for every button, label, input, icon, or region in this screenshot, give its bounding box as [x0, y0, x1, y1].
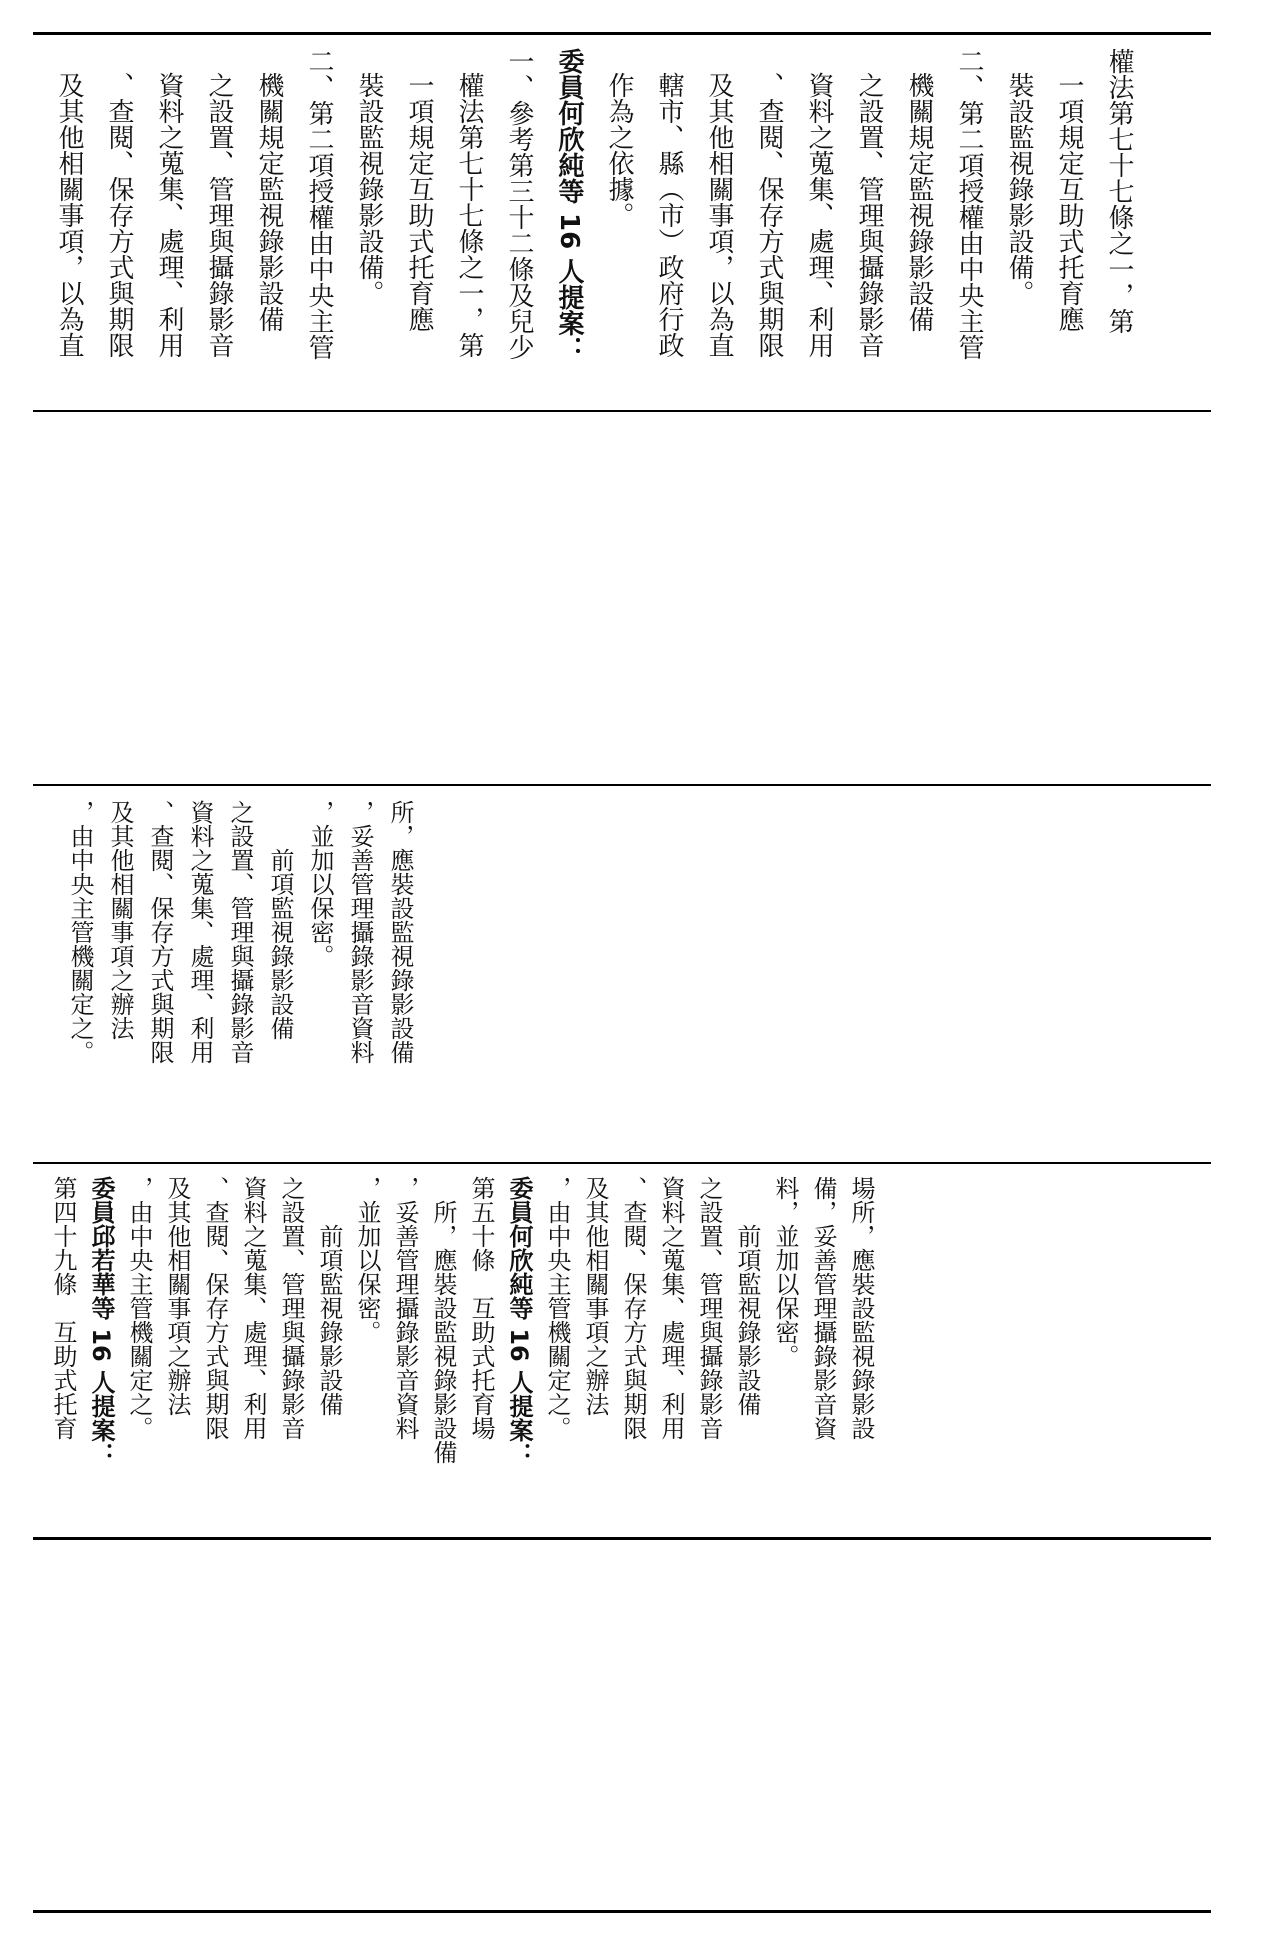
provision-text-block — [60, 800, 420, 1100]
top-rule — [33, 32, 1211, 35]
text-line: 一、參考第三十二條及兒少 — [504, 48, 534, 360]
text-line: 之設置、管理與攝錄影音 — [277, 1176, 305, 1440]
text-line: 之設置、管理與攝錄影音 — [854, 72, 884, 358]
text-line: 備，妥善管理攝錄影音資 — [809, 1176, 837, 1440]
section-rule — [33, 1537, 1211, 1540]
explanation-block — [44, 48, 1144, 368]
provision-text-block — [44, 1176, 880, 1506]
text-line: 所，應裝設監視錄影設備 — [386, 800, 414, 1064]
text-line: 及其他相關事項之辦法 — [163, 1176, 191, 1416]
text-line: ，妥善管理攝錄影音資料 — [391, 1176, 419, 1440]
text-line: 所，應裝設監視錄影設備 — [429, 1200, 457, 1464]
text-line: 、查閱、保存方式與期限 — [201, 1176, 229, 1440]
text-line: 之設置、管理與攝錄影音 — [695, 1176, 723, 1440]
section-rule — [33, 410, 1211, 412]
text-line: 及其他相關事項，以為直 — [704, 72, 734, 358]
text-line: ，並加以保密。 — [353, 1176, 381, 1344]
text-line: 及其他相關事項之辦法 — [581, 1176, 609, 1416]
text-line: ，妥善管理攝錄影音資料 — [346, 800, 374, 1064]
text-line: 機關規定監視錄影設備 — [254, 72, 284, 332]
text-line: ，由中央主管機關定之。 — [125, 1176, 153, 1440]
text-line: 資料之蒐集、處理、利用 — [154, 72, 184, 358]
text-line: 、查閱、保存方式與期限 — [104, 72, 134, 358]
text-line: 資料之蒐集、處理、利用 — [657, 1176, 685, 1440]
text-line: 及其他相關事項，以為直 — [54, 72, 84, 358]
text-line: 第四十九條 互助式托育 — [49, 1176, 77, 1440]
text-line: 一項規定互助式托育應 — [1054, 72, 1084, 332]
text-line: 裝設監視錄影設備。 — [354, 72, 384, 306]
text-line: 及其他相關事項之辦法 — [106, 800, 134, 1040]
text-line: 第五十條 互助式托育場 — [467, 1176, 495, 1440]
text-line: 二、第二項授權由中央主管 — [954, 48, 984, 360]
text-line: 、查閱、保存方式與期限 — [146, 800, 174, 1064]
proposer-heading: 委員何欣純等 16 人提案： — [554, 48, 584, 363]
text-line: 、查閱、保存方式與期限 — [619, 1176, 647, 1440]
text-line: ，並加以保密。 — [306, 800, 334, 968]
bottom-rule — [33, 1910, 1211, 1913]
text-line: 料，並加以保密。 — [771, 1176, 799, 1368]
text-line: 機關規定監視錄影設備 — [904, 72, 934, 332]
text-line: 之設置、管理與攝錄影音 — [226, 800, 254, 1064]
text-line: 場所，應裝設監視錄影設 — [847, 1176, 875, 1440]
text-line: 權法第七十七條之一，第 — [454, 72, 484, 358]
text-line: 前項監視錄影設備 — [266, 848, 294, 1040]
text-line: 前項監視錄影設備 — [315, 1224, 343, 1416]
text-line: 二、第二項授權由中央主管 — [304, 48, 334, 360]
text-line: ，由中央主管機關定之。 — [66, 800, 94, 1064]
text-line: 、查閱、保存方式與期限 — [754, 72, 784, 358]
text-line: 裝設監視錄影設備。 — [1004, 72, 1034, 306]
section-rule — [33, 1162, 1211, 1164]
section-rule — [33, 784, 1211, 786]
text-line: 前項監視錄影設備 — [733, 1224, 761, 1416]
text-line: 權法第七十七條之一，第 — [1104, 48, 1134, 334]
text-line: ，由中央主管機關定之。 — [543, 1176, 571, 1440]
text-line: 資料之蒐集、處理、利用 — [239, 1176, 267, 1440]
text-line: 資料之蒐集、處理、利用 — [186, 800, 214, 1064]
proposer-heading: 委員邱若華等 16 人提案： — [87, 1176, 115, 1467]
text-line: 之設置、管理與攝錄影音 — [204, 72, 234, 358]
text-line: 資料之蒐集、處理、利用 — [804, 72, 834, 358]
text-line: 作為之依據。 — [604, 72, 634, 228]
proposer-heading: 委員何欣純等 16 人提案： — [505, 1176, 533, 1467]
text-line: 轄市、縣（市）政府行政 — [654, 72, 684, 358]
text-line: 一項規定互助式托育應 — [404, 72, 434, 332]
